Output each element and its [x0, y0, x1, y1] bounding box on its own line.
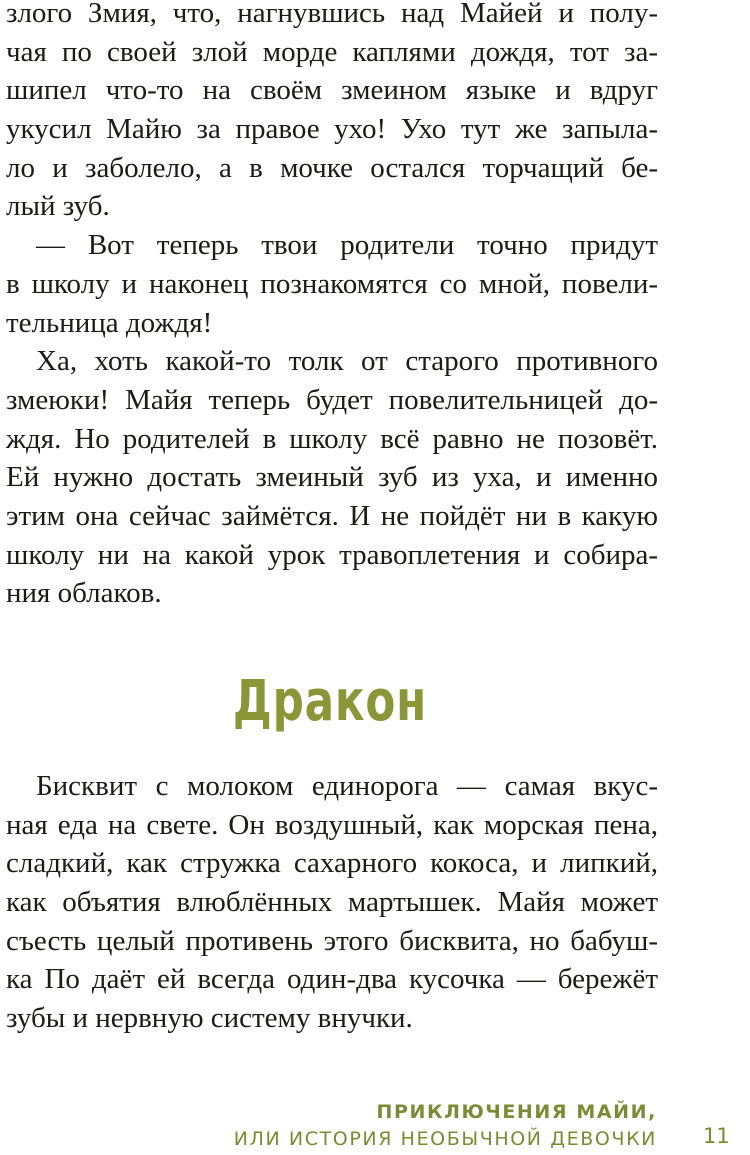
running-footer [234, 1099, 657, 1153]
book-title-line-1: ПРИКЛЮЧЕНИЯ МАЙИ, [376, 1101, 657, 1123]
text-line: ния облаков. [6, 577, 162, 610]
paragraph [6, 767, 658, 1038]
text-line: ждя. Но родителей в школу всё равно не позовёт. [6, 422, 658, 455]
text-line: в школу и наконец познакомятся со мной, повели- [6, 267, 658, 300]
text-line: как объятия влюблённых мартышек. Майя может [6, 886, 658, 919]
text-line: этим она сейчас займётся. И не пойдёт ни в какую [6, 499, 658, 532]
text-line: Ей нужно достать змеиный зуб из уха, и именно [6, 461, 658, 494]
text-line: тельница дождя! [6, 306, 213, 339]
text-line: Бисквит с молоком единорога — самая вкус- [36, 770, 658, 802]
text-line: ло и заболело, а в мочке остался торчащий бе- [6, 151, 658, 184]
page-number: 11 [703, 1124, 730, 1148]
text-line: ная еда на свете. Он воздушный, как морская пена, [6, 808, 658, 841]
paragraph [6, 342, 658, 613]
text-line: Ха, хоть какой-то толк от старого противного [36, 345, 658, 378]
text-line: ка По даёт ей всегда один-два кусочка — бережёт [6, 963, 658, 996]
book-title-line-2: ИЛИ ИСТОРИЯ НЕОБЫЧНОЙ ДЕВОЧКИ [233, 1128, 657, 1150]
text-line: школу ни на какой урок травоплетения и собира- [6, 538, 658, 571]
body-text-bottom [6, 767, 658, 1038]
text-line: сладкий, как стружка сахарного кокоса, и липкий, [6, 847, 658, 880]
text-line: укусил Майю за правое ухо! Ухо тут же запыла- [6, 113, 658, 146]
text-line: — Вот теперь твои родители точно придут [36, 229, 658, 262]
text-line: съесть целый противень этого бисквита, но бабуш- [6, 924, 658, 957]
text-line: шипел что-то на своём змеином языке и вдруг [6, 74, 658, 107]
chapter-title: Дракон [232, 669, 428, 734]
paragraph [6, 0, 658, 226]
body-text-top [6, 0, 658, 613]
text-line: лый зуб. [6, 190, 110, 223]
text-line: змеюки! Майя теперь будет повелительницей до- [6, 383, 658, 416]
paragraph [6, 226, 658, 342]
text-line: зубы и нервную систему внучки. [6, 1002, 413, 1035]
text-line: злого Змия, что, нагнувшись над Майей и полу- [6, 0, 658, 29]
text-line: чая по своей злой морде каплями дождя, тот за- [6, 35, 658, 68]
